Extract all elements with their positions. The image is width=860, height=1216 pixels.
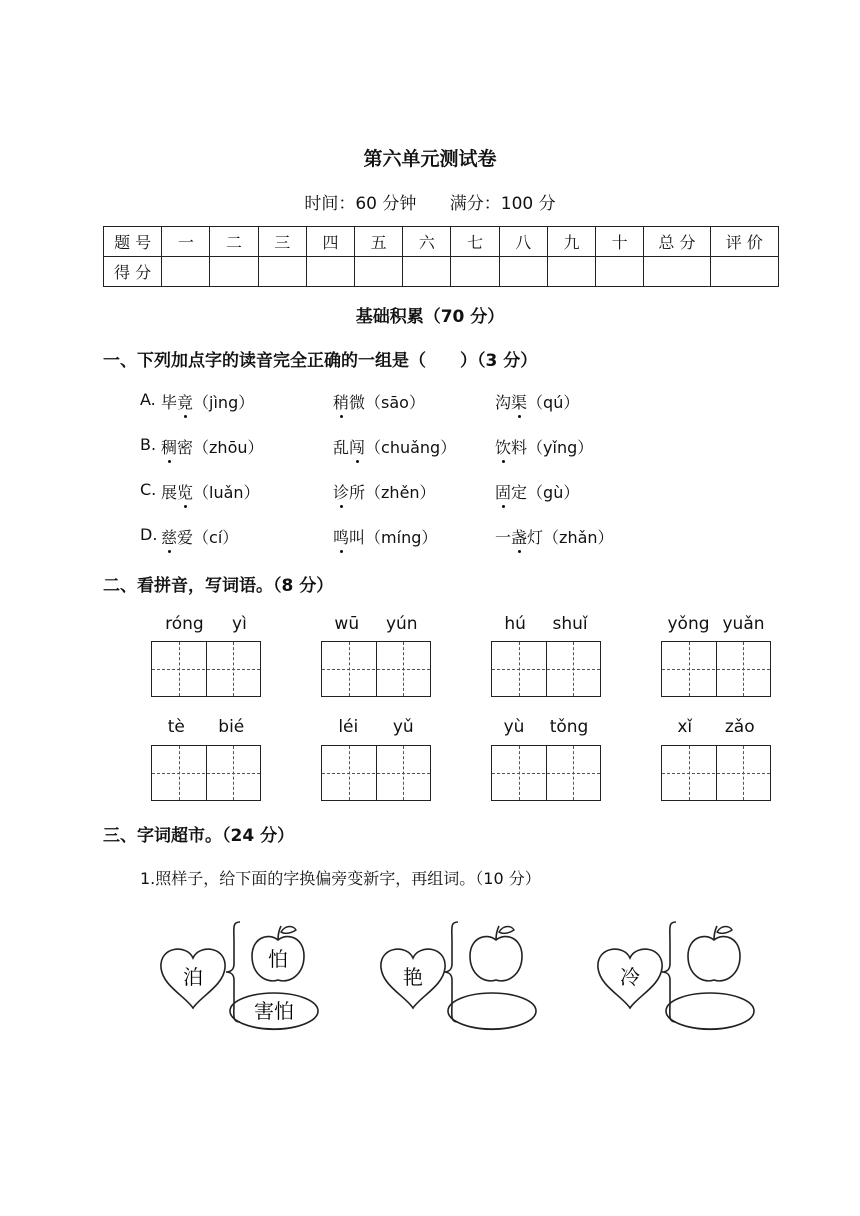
option-char: 一	[495, 528, 512, 547]
diagram-1	[161, 922, 318, 1030]
pinyin-label	[491, 614, 601, 634]
score-table-header-row	[104, 227, 779, 257]
option-char: 料	[511, 438, 528, 457]
option-pinyin: （zhǎn）	[543, 528, 614, 547]
pinyin-syllable: shuǐ	[552, 614, 588, 634]
writing-grid[interactable]	[321, 641, 431, 697]
grid-guide	[322, 669, 430, 670]
writing-grid[interactable]	[491, 745, 601, 801]
question-3-title: 三、字词超市。（24 分）	[103, 826, 295, 846]
page-title: 第六单元测试卷	[363, 148, 497, 170]
option-letter: C.	[140, 480, 157, 499]
writing-grid[interactable]	[151, 745, 261, 801]
writing-grid[interactable]	[321, 745, 431, 801]
header-cell: 五	[355, 227, 403, 257]
pinyin-syllable: yuǎn	[722, 614, 765, 634]
option-char: 灯	[527, 528, 544, 547]
option-pinyin: （jìng）	[193, 393, 255, 412]
score-table-score-row	[104, 257, 779, 287]
header-cell: 六	[403, 227, 451, 257]
plate-icon	[448, 993, 536, 1030]
dotted-char: 诊	[333, 480, 349, 503]
pinyin-label	[661, 614, 771, 634]
option-pinyin: （zhěn）	[365, 483, 436, 502]
plate-icon	[666, 993, 754, 1030]
brace-icon	[226, 922, 240, 1022]
option-char: 爱	[177, 528, 194, 547]
score-cell	[258, 257, 306, 287]
option-word	[333, 480, 436, 503]
score-cell	[499, 257, 547, 287]
pinyin-syllable: bié	[218, 717, 245, 737]
option-pinyin: （sāo）	[365, 393, 425, 412]
option-pinyin: （míng）	[365, 528, 438, 547]
score-cell	[644, 257, 710, 287]
dotted-char: 览	[177, 480, 193, 503]
section-title: 基础积累（70 分）	[355, 307, 505, 327]
grid-guide	[322, 773, 430, 774]
option-word	[495, 480, 579, 503]
dotted-char: 渠	[511, 390, 527, 413]
pinyin-syllable: tè	[167, 717, 185, 737]
option-word	[495, 390, 579, 413]
dotted-char: 饮	[495, 435, 511, 458]
diagram-3	[598, 922, 754, 1030]
pinyin-label	[491, 717, 601, 737]
option-word	[495, 525, 614, 548]
header-cell: 总 分	[644, 227, 710, 257]
pinyin-syllable: yǔ	[392, 717, 414, 737]
option-char: 乱	[333, 438, 350, 457]
plate-word: 害怕	[254, 999, 294, 1023]
option-pinyin: （gù）	[527, 483, 580, 502]
diagram-2	[381, 922, 536, 1030]
option-pinyin: （qú）	[527, 393, 580, 412]
dotted-char: 鸣	[333, 525, 349, 548]
option-word	[161, 480, 260, 503]
pinyin-syllable: róng	[165, 614, 204, 634]
option-pinyin: （zhōu）	[193, 438, 264, 457]
brace-icon	[662, 922, 676, 1022]
pinyin-label	[321, 717, 431, 737]
writing-grid[interactable]	[661, 641, 771, 697]
header-cell: 四	[306, 227, 354, 257]
option-word	[333, 390, 425, 413]
header-cell: 三	[258, 227, 306, 257]
question-2-title: 二、看拼音，写词语。（8 分）	[103, 576, 334, 596]
heart-char: 艳	[403, 965, 423, 989]
option-char: 叫	[349, 528, 366, 547]
header-cell: 评 价	[710, 227, 778, 257]
score-cell	[162, 257, 210, 287]
header-cell: 二	[210, 227, 258, 257]
pinyin-label	[321, 614, 431, 634]
pinyin-syllable: yún	[385, 614, 418, 634]
header-cell: 题 号	[104, 227, 162, 257]
heart-char: 冷	[620, 965, 640, 989]
pinyin-syllable: yì	[232, 614, 247, 634]
pinyin-label	[151, 614, 261, 634]
score-cell	[547, 257, 595, 287]
pinyin-syllable: zǎo	[724, 717, 755, 737]
option-word	[333, 435, 456, 458]
pinyin-label	[661, 717, 771, 737]
option-letter: D.	[140, 525, 158, 544]
pinyin-syllable: léi	[338, 717, 359, 737]
grid-guide	[492, 773, 600, 774]
dotted-char: 慈	[161, 525, 177, 548]
option-pinyin: （chuǎng）	[365, 438, 457, 457]
pinyin-label	[151, 717, 261, 737]
pinyin-syllable: tǒng	[549, 717, 589, 737]
header-cell: 一	[162, 227, 210, 257]
pinyin-syllable: hú	[504, 614, 526, 634]
score-cell	[306, 257, 354, 287]
option-word	[333, 525, 437, 548]
option-letter: B.	[140, 435, 157, 454]
header-cell: 十	[596, 227, 644, 257]
full-score: 满分：100 分	[449, 194, 556, 214]
score-table	[103, 226, 779, 287]
apple-char: 怕	[268, 947, 288, 971]
option-pinyin: （luǎn）	[193, 483, 260, 502]
dotted-char: 稠	[161, 435, 177, 458]
header-cell: 八	[499, 227, 547, 257]
option-word	[495, 435, 593, 458]
score-cell	[403, 257, 451, 287]
writing-grid[interactable]	[151, 641, 261, 697]
grid-guide	[152, 773, 260, 774]
header-cell: 九	[547, 227, 595, 257]
dotted-char: 稍	[333, 390, 349, 413]
option-char: 毕	[161, 393, 178, 412]
radical-diagram	[0, 900, 860, 1050]
time-limit: 时间：60 分钟	[304, 194, 417, 214]
dotted-char: 闯	[349, 435, 365, 458]
writing-grid[interactable]	[491, 641, 601, 697]
option-char: 微	[349, 393, 366, 412]
pinyin-syllable: wū	[334, 614, 360, 634]
score-cell	[451, 257, 499, 287]
dotted-char: 盏	[511, 525, 527, 548]
apple-icon	[470, 926, 522, 981]
grid-guide	[492, 669, 600, 670]
dotted-char: 竟	[177, 390, 193, 413]
dotted-char: 固	[495, 480, 511, 503]
grid-guide	[152, 669, 260, 670]
option-pinyin: （yǐng）	[527, 438, 594, 457]
score-cell	[210, 257, 258, 287]
grid-guide	[662, 773, 770, 774]
option-char: 展	[161, 483, 178, 502]
option-word	[161, 525, 238, 548]
option-char: 沟	[495, 393, 512, 412]
score-cell	[355, 257, 403, 287]
exam-info	[0, 189, 860, 214]
pinyin-syllable: yù	[503, 717, 525, 737]
header-cell: 七	[451, 227, 499, 257]
option-char: 定	[511, 483, 528, 502]
score-cell	[596, 257, 644, 287]
apple-icon	[688, 926, 740, 981]
option-char: 所	[349, 483, 366, 502]
option-pinyin: （cí）	[193, 528, 239, 547]
pinyin-syllable: xǐ	[677, 717, 693, 737]
question-1-title: 一、下列加点字的读音完全正确的一组是（ ）（3 分）	[103, 351, 538, 371]
option-word	[161, 390, 254, 413]
score-cell	[710, 257, 778, 287]
grid-guide	[662, 669, 770, 670]
option-word	[161, 435, 264, 458]
score-row-label: 得 分	[104, 257, 162, 287]
option-letter: A.	[140, 390, 156, 409]
writing-grid[interactable]	[661, 745, 771, 801]
option-char: 密	[177, 438, 194, 457]
pinyin-syllable: yǒng	[667, 614, 710, 634]
question-3-sub-1: 1.照样子，给下面的字换偏旁变新字，再组词。（10 分）	[140, 869, 541, 888]
heart-char: 泊	[183, 965, 203, 989]
brace-icon	[444, 922, 458, 1022]
